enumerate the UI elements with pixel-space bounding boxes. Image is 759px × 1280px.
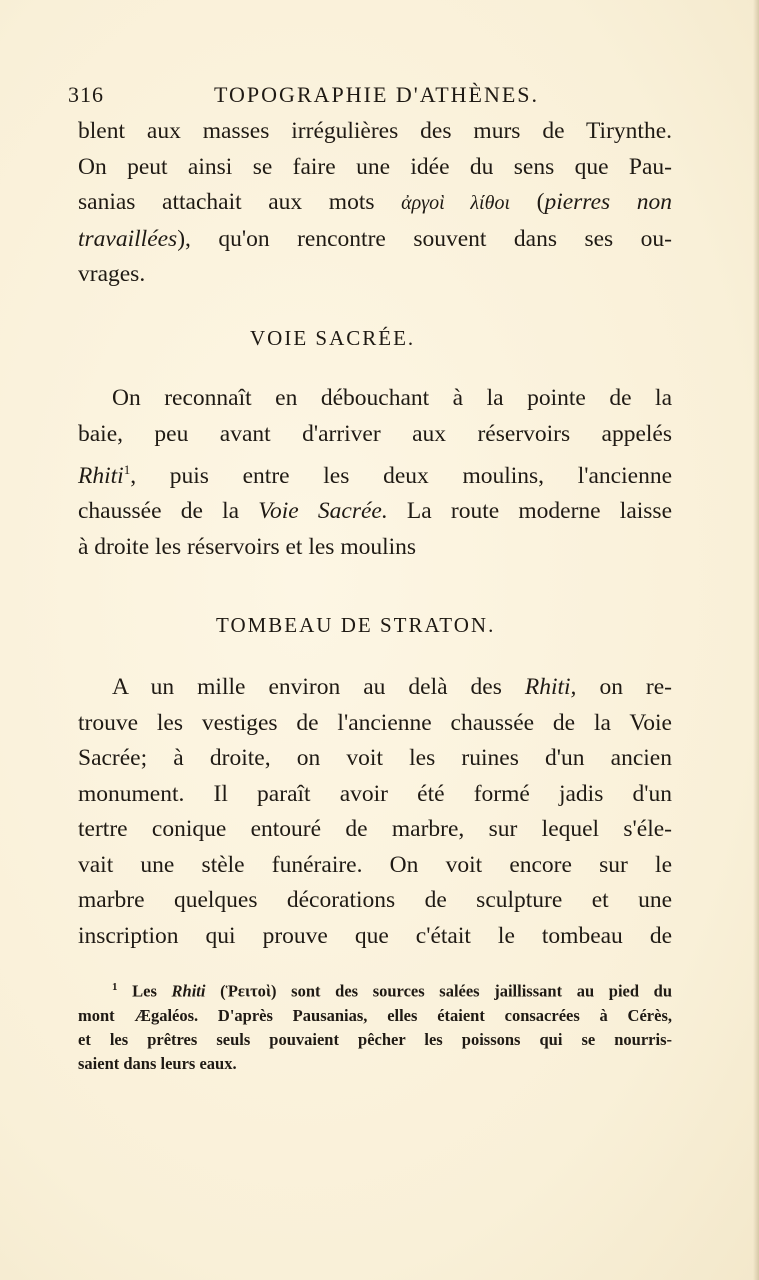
text-line: Rhiti$^1$, puis entre les deux moulins, l'ancienne [78,462,672,489]
running-header [68,76,672,112]
footnote-marker: 1 [123,462,131,477]
text-line: inscription qui prouve que c'était le tombeau de [78,922,672,949]
footnote-number: 1 [112,981,118,993]
text-line: chaussée de la Voie Sacrée. La route moderne laisse [78,498,673,525]
page-edge-shadow [753,0,759,1280]
text-line: monument. Il paraît avoir été formé jadis d'un [78,780,672,807]
text-line: baie, peu avant d'arriver aux réservoirs appelés [78,420,672,447]
text-line: On reconnaît en débouchant à la pointe de la [112,385,672,411]
text-line: travaillées), qu'on rencontre souvent dans ses ou- [78,225,672,252]
section-heading-voie-sacree: VOIE SACRÉE. [250,326,416,350]
greek-phrase: ἀργοὶ λίθοι [401,192,510,214]
text-line: blent aux masses irrégulières des murs de Tirynthe. [78,118,672,144]
footnote-line: saient dans leurs eaux. [78,1053,237,1073]
text-line: A un mille environ au delà des Rhiti, on re- [112,674,673,700]
text-line: On peut ainsi se faire une idée du sens que Pau- [78,153,672,180]
section-heading-tombeau-de-straton: TOMBEAU DE STRATON. [216,613,496,637]
footnote-line: et les prêtres seuls pouvaient pêcher les poissons qui se nourris- [78,1029,672,1049]
paragraph-tombeau [78,670,672,954]
text-line: sanias attachait aux mots ἀργοὶ λίθοι (pierres non [78,189,673,215]
text-line: vait une stèle funéraire. On voit encore sur le [78,851,672,878]
footnote-line: $^1$ Les Rhiti (Ῥειτοὶ) sont des sources salées jaillissant au pied du [112,981,673,1001]
footnote-line: mont Ægaléos. D'après Pausanias, elles étaient consacrées à Cérès, [78,1005,672,1025]
text-line: trouve les vestiges de l'ancienne chaussée de la Voie [78,709,672,736]
text-line: Sacrée; à droite, on voit les ruines d'un ancien [78,745,672,771]
paragraph-voie-sacree [78,381,672,565]
footnote [78,975,672,1076]
text-line: marbre quelques décorations de sculpture et une [78,887,672,913]
text-line: à droite les réservoirs et les moulins [78,533,417,560]
text-line: vrages. [78,261,146,287]
text-line: tertre conique entouré de marbre, sur lequel s'éle- [78,816,672,842]
page-number: 316 [68,82,104,107]
running-title: TOPOGRAPHIE D'ATHÈNES. [214,82,540,107]
paragraph-continued [78,114,672,293]
